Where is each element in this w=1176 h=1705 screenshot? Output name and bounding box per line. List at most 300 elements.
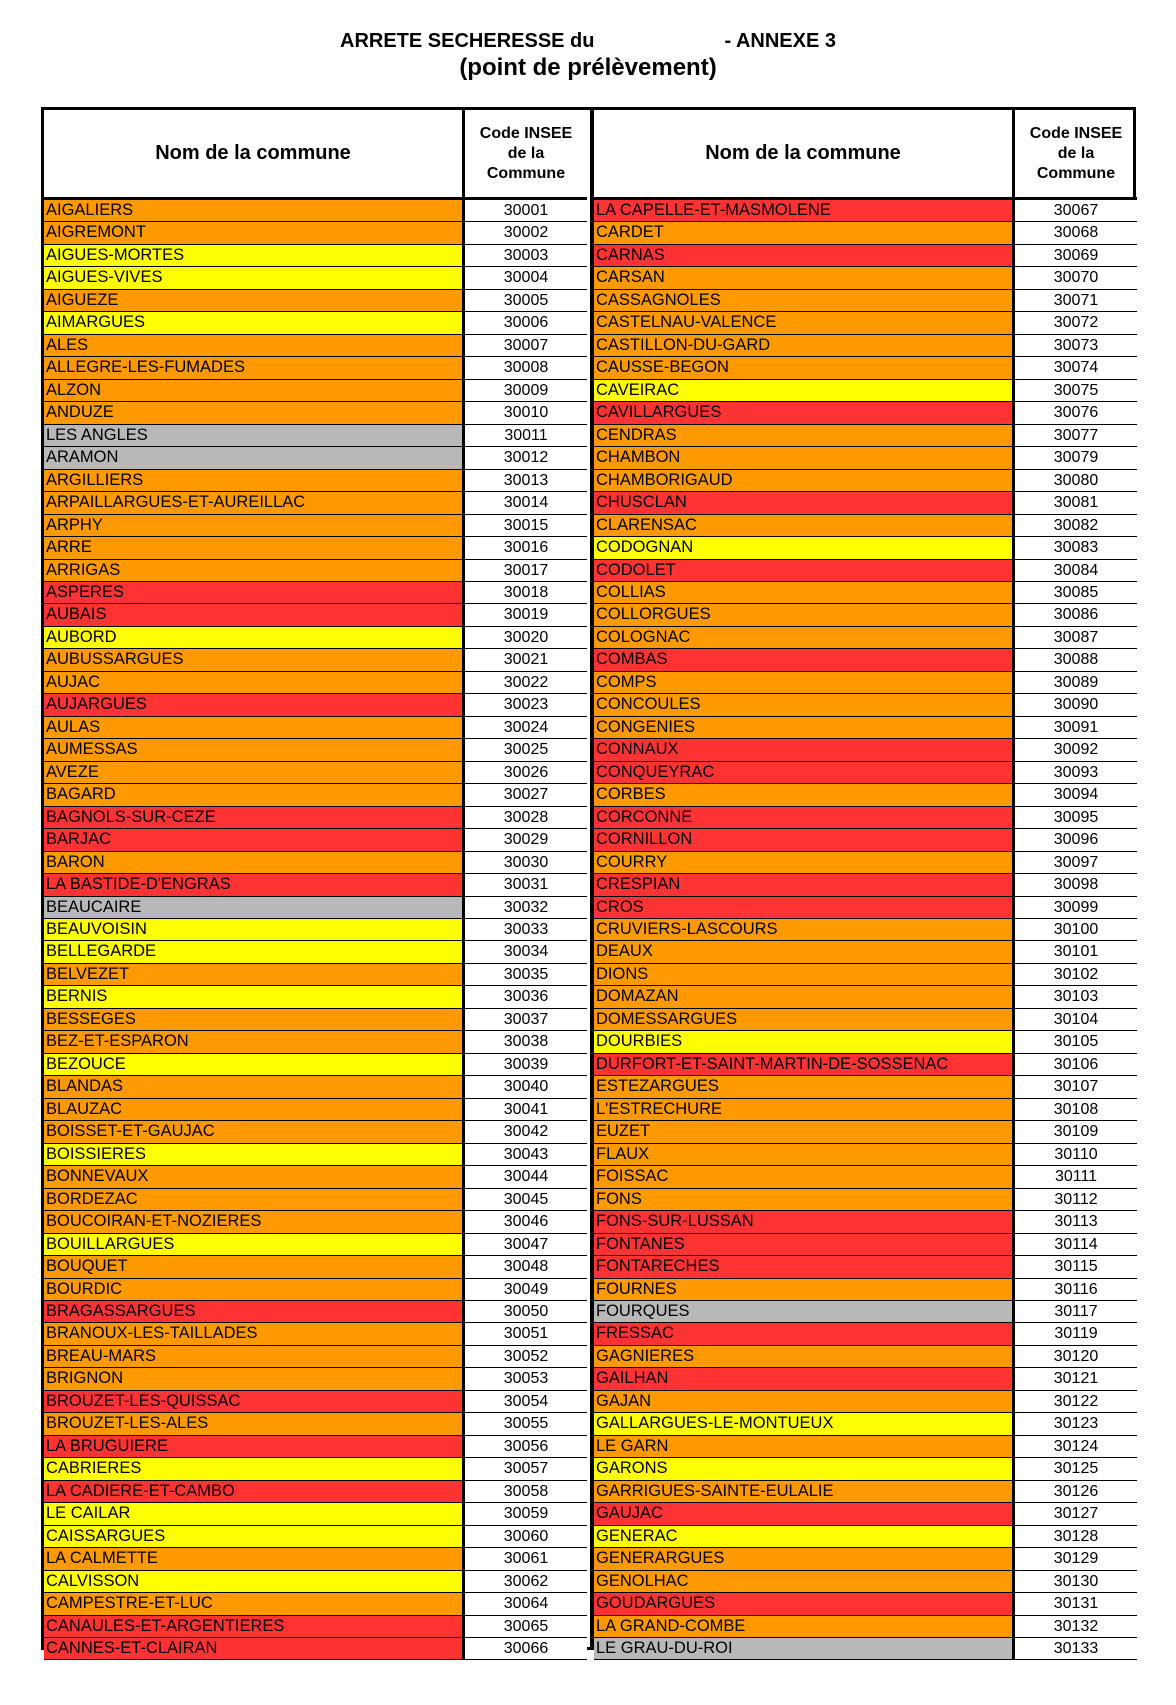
table-row — [594, 1346, 1137, 1368]
commune-name: COMBAS — [594, 649, 1015, 670]
insee-code: 30075 — [1015, 380, 1137, 401]
insee-code: 30004 — [465, 267, 587, 288]
table-row — [594, 1458, 1137, 1480]
table-row — [44, 290, 587, 312]
table-row — [44, 470, 587, 492]
table-row — [594, 582, 1137, 604]
insee-code: 30044 — [465, 1166, 587, 1187]
commune-name: GARONS — [594, 1458, 1015, 1479]
commune-name: AUJARGUES — [44, 694, 465, 715]
table-right-half — [590, 110, 1137, 1657]
commune-name: CAMPESTRE-ET-LUC — [44, 1593, 465, 1614]
insee-code: 30017 — [465, 560, 587, 581]
insee-code: 30127 — [1015, 1503, 1137, 1524]
table-row — [594, 604, 1137, 626]
commune-name: BERNIS — [44, 986, 465, 1007]
insee-code: 30130 — [1015, 1571, 1137, 1592]
insee-code: 30086 — [1015, 604, 1137, 625]
insee-code: 30092 — [1015, 739, 1137, 760]
table-row — [44, 829, 587, 851]
insee-code: 30102 — [1015, 964, 1137, 985]
commune-name: COMPS — [594, 672, 1015, 693]
insee-code: 30011 — [465, 425, 587, 446]
title-part1: ARRETE SECHERESSE du — [340, 30, 595, 52]
insee-code: 30113 — [1015, 1211, 1137, 1232]
table-row — [594, 1548, 1137, 1570]
table-row — [44, 1548, 587, 1570]
table-row — [594, 717, 1137, 739]
table-row — [44, 986, 587, 1008]
insee-code: 30067 — [1015, 200, 1137, 221]
commune-name: LA GRAND-COMBE — [594, 1616, 1015, 1637]
commune-name: CENDRAS — [594, 425, 1015, 446]
commune-name: AUMESSAS — [44, 739, 465, 760]
commune-name: BEZOUCE — [44, 1054, 465, 1075]
table-row — [594, 335, 1137, 357]
insee-code: 30057 — [465, 1458, 587, 1479]
insee-code: 30073 — [1015, 335, 1137, 356]
table-row — [44, 537, 587, 559]
table-row — [594, 492, 1137, 514]
column-header-name: Nom de la commune — [44, 110, 465, 197]
table-row — [44, 560, 587, 582]
insee-code: 30022 — [465, 672, 587, 693]
commune-name: BLANDAS — [44, 1076, 465, 1097]
table-row — [594, 941, 1137, 963]
table-row — [44, 762, 587, 784]
insee-code: 30040 — [465, 1076, 587, 1097]
insee-code: 30105 — [1015, 1031, 1137, 1052]
table-row — [44, 1436, 587, 1458]
insee-code: 30068 — [1015, 222, 1137, 243]
commune-name: ASPERES — [44, 582, 465, 603]
table-row — [44, 335, 587, 357]
commune-name: ARGILLIERS — [44, 470, 465, 491]
commune-name: BESSEGES — [44, 1009, 465, 1030]
column-header-code: Code INSEE de la Commune — [479, 124, 573, 182]
table-row — [594, 672, 1137, 694]
commune-name: ESTEZARGUES — [594, 1076, 1015, 1097]
insee-code: 30056 — [465, 1436, 587, 1457]
commune-name: ANDUZE — [44, 402, 465, 423]
table-row — [44, 694, 587, 716]
table-row — [594, 784, 1137, 806]
table-row — [44, 515, 587, 537]
insee-code: 30005 — [465, 290, 587, 311]
insee-code: 30112 — [1015, 1189, 1137, 1210]
table-row — [594, 1211, 1137, 1233]
commune-name: AUBUSSARGUES — [44, 649, 465, 670]
insee-code: 30106 — [1015, 1054, 1137, 1075]
table-row — [594, 425, 1137, 447]
commune-name: DOMAZAN — [594, 986, 1015, 1007]
commune-name: ARRIGAS — [44, 560, 465, 581]
commune-name: CODOLET — [594, 560, 1015, 581]
table-row — [594, 515, 1137, 537]
table-row — [44, 1211, 587, 1233]
commune-name: LA BRUGUIERE — [44, 1436, 465, 1457]
table-row — [44, 1189, 587, 1211]
insee-code: 30120 — [1015, 1346, 1137, 1367]
table-row — [594, 1616, 1137, 1638]
table-row — [594, 1189, 1137, 1211]
commune-name: COLOGNAC — [594, 627, 1015, 648]
commune-name: GAILHAN — [594, 1368, 1015, 1389]
commune-name: CALVISSON — [44, 1571, 465, 1592]
commune-name: ALES — [44, 335, 465, 356]
commune-name: FONTARECHES — [594, 1256, 1015, 1277]
table-row — [594, 1031, 1137, 1053]
commune-name: BOURDIC — [44, 1279, 465, 1300]
commune-name: FOURQUES — [594, 1301, 1015, 1322]
insee-code: 30023 — [465, 694, 587, 715]
insee-code: 30074 — [1015, 357, 1137, 378]
table-row — [594, 694, 1137, 716]
insee-code: 30114 — [1015, 1234, 1137, 1255]
commune-name: ARPHY — [44, 515, 465, 536]
table-row — [594, 290, 1137, 312]
insee-code: 30065 — [465, 1616, 587, 1637]
commune-name: GAGNIERES — [594, 1346, 1015, 1367]
commune-name: CAUSSE-BEGON — [594, 357, 1015, 378]
commune-name: BEZ-ET-ESPARON — [44, 1031, 465, 1052]
table-row — [44, 672, 587, 694]
commune-name: LA CALMETTE — [44, 1548, 465, 1569]
commune-name: LES ANGLES — [44, 425, 465, 446]
insee-code: 30096 — [1015, 829, 1137, 850]
commune-name: BAGNOLS-SUR-CEZE — [44, 807, 465, 828]
commune-name: COLLIAS — [594, 582, 1015, 603]
table-header-left — [44, 110, 587, 200]
insee-code: 30061 — [465, 1548, 587, 1569]
commune-name: GAUJAC — [594, 1503, 1015, 1524]
commune-name: AIGALIERS — [44, 200, 465, 221]
insee-code: 30018 — [465, 582, 587, 603]
commune-name: CONGENIES — [594, 717, 1015, 738]
table-row — [44, 807, 587, 829]
table-row — [594, 1256, 1137, 1278]
table-row — [594, 964, 1137, 986]
commune-name: BEAUVOISIN — [44, 919, 465, 940]
commune-name: CHAMBORIGAUD — [594, 470, 1015, 491]
commune-name: LA CADIERE-ET-CAMBO — [44, 1481, 465, 1502]
insee-code: 30027 — [465, 784, 587, 805]
table-row — [594, 1009, 1137, 1031]
rows-right — [594, 200, 1137, 1660]
table-row — [44, 874, 587, 896]
insee-code: 30008 — [465, 357, 587, 378]
commune-name: BREAU-MARS — [44, 1346, 465, 1367]
insee-code: 30001 — [465, 200, 587, 221]
insee-code: 30081 — [1015, 492, 1137, 513]
insee-code: 30103 — [1015, 986, 1137, 1007]
table-row — [594, 627, 1137, 649]
insee-code: 30049 — [465, 1279, 587, 1300]
insee-code: 30031 — [465, 874, 587, 895]
commune-name: BLAUZAC — [44, 1099, 465, 1120]
table-row — [594, 1234, 1137, 1256]
insee-code: 30090 — [1015, 694, 1137, 715]
table-row — [44, 649, 587, 671]
table-row — [594, 1481, 1137, 1503]
insee-code: 30101 — [1015, 941, 1137, 962]
commune-name: AIGUES-VIVES — [44, 267, 465, 288]
commune-name: CONQUEYRAC — [594, 762, 1015, 783]
insee-code: 30036 — [465, 986, 587, 1007]
commune-name: CARDET — [594, 222, 1015, 243]
insee-code: 30009 — [465, 380, 587, 401]
document-subtitle: (point de prélèvement) — [459, 54, 717, 81]
table-row — [44, 1121, 587, 1143]
commune-name: ALLEGRE-LES-FUMADES — [44, 357, 465, 378]
commune-name: BONNEVAUX — [44, 1166, 465, 1187]
insee-code: 30085 — [1015, 582, 1137, 603]
insee-code: 30042 — [465, 1121, 587, 1142]
commune-name: CONNAUX — [594, 739, 1015, 760]
commune-name: CONCOULES — [594, 694, 1015, 715]
table-row — [44, 897, 587, 919]
table-row — [44, 964, 587, 986]
commune-name: BRANOUX-LES-TAILLADES — [44, 1323, 465, 1344]
table-row — [44, 1571, 587, 1593]
table-row — [44, 1413, 587, 1435]
table-row — [594, 762, 1137, 784]
table-row — [594, 222, 1137, 244]
insee-code: 30095 — [1015, 807, 1137, 828]
table-row — [594, 1503, 1137, 1525]
commune-name: BEAUCAIRE — [44, 897, 465, 918]
table-row — [44, 1526, 587, 1548]
table-row — [594, 1121, 1137, 1143]
insee-code: 30066 — [465, 1638, 587, 1659]
insee-code: 30080 — [1015, 470, 1137, 491]
table-row — [594, 1076, 1137, 1098]
commune-name: CARSAN — [594, 267, 1015, 288]
insee-code: 30024 — [465, 717, 587, 738]
insee-code: 30034 — [465, 941, 587, 962]
commune-name: BOISSIERES — [44, 1144, 465, 1165]
insee-code: 30054 — [465, 1391, 587, 1412]
commune-name: CASTILLON-DU-GARD — [594, 335, 1015, 356]
commune-name: CLARENSAC — [594, 515, 1015, 536]
rows-left — [44, 200, 587, 1660]
commune-name: CRESPIAN — [594, 874, 1015, 895]
table-row — [44, 245, 587, 267]
commune-name: ARRE — [44, 537, 465, 558]
table-row — [594, 852, 1137, 874]
table-row — [594, 897, 1137, 919]
insee-code: 30051 — [465, 1323, 587, 1344]
commune-name: BROUZET-LES-QUISSAC — [44, 1391, 465, 1412]
table-row — [594, 919, 1137, 941]
insee-code: 30026 — [465, 762, 587, 783]
insee-code: 30104 — [1015, 1009, 1137, 1030]
table-row — [44, 1346, 587, 1368]
commune-name: GENOLHAC — [594, 1571, 1015, 1592]
insee-code: 30060 — [465, 1526, 587, 1547]
table-row — [44, 1481, 587, 1503]
table-row — [594, 560, 1137, 582]
commune-name: BARON — [44, 852, 465, 873]
table-row — [594, 200, 1137, 222]
table-row — [44, 402, 587, 424]
insee-code: 30015 — [465, 515, 587, 536]
commune-name: FONS-SUR-LUSSAN — [594, 1211, 1015, 1232]
commune-name: CASSAGNOLES — [594, 290, 1015, 311]
column-header-name: Nom de la commune — [594, 110, 1015, 197]
commune-name: CORCONNE — [594, 807, 1015, 828]
commune-name: BORDEZAC — [44, 1189, 465, 1210]
table-row — [44, 1099, 587, 1121]
table-row — [594, 1144, 1137, 1166]
insee-code: 30088 — [1015, 649, 1137, 670]
insee-code: 30124 — [1015, 1436, 1137, 1457]
commune-name: CODOGNAN — [594, 537, 1015, 558]
commune-name: GOUDARGUES — [594, 1593, 1015, 1614]
commune-name: CRUVIERS-LASCOURS — [594, 919, 1015, 940]
table-row — [594, 1099, 1137, 1121]
insee-code: 30069 — [1015, 245, 1137, 266]
commune-name: ARAMON — [44, 447, 465, 468]
commune-name: BOUILLARGUES — [44, 1234, 465, 1255]
table-row — [44, 1076, 587, 1098]
insee-code: 30002 — [465, 222, 587, 243]
insee-code: 30035 — [465, 964, 587, 985]
table-row — [44, 919, 587, 941]
commune-name: LE GARN — [594, 1436, 1015, 1457]
commune-name: COLLORGUES — [594, 604, 1015, 625]
table-row — [44, 380, 587, 402]
insee-code: 30041 — [465, 1099, 587, 1120]
commune-name: LA CAPELLE-ET-MASMOLENE — [594, 200, 1015, 221]
insee-code: 30048 — [465, 1256, 587, 1277]
commune-name: BELLEGARDE — [44, 941, 465, 962]
table-row — [44, 357, 587, 379]
commune-name: FLAUX — [594, 1144, 1015, 1165]
table-row — [44, 739, 587, 761]
table-row — [594, 649, 1137, 671]
commune-name: DIONS — [594, 964, 1015, 985]
insee-code: 30050 — [465, 1301, 587, 1322]
insee-code: 30126 — [1015, 1481, 1137, 1502]
commune-name: BARJAC — [44, 829, 465, 850]
table-row — [44, 222, 587, 244]
table-row — [44, 1301, 587, 1323]
insee-code: 30097 — [1015, 852, 1137, 873]
insee-code: 30111 — [1015, 1166, 1137, 1187]
commune-name: BRAGASSARGUES — [44, 1301, 465, 1322]
insee-code: 30062 — [465, 1571, 587, 1592]
table-row — [44, 1458, 587, 1480]
commune-name: AIGUES-MORTES — [44, 245, 465, 266]
commune-name: DOMESSARGUES — [594, 1009, 1015, 1030]
table-row — [594, 1279, 1137, 1301]
table-row — [594, 739, 1137, 761]
insee-code: 30006 — [465, 312, 587, 333]
insee-code: 30033 — [465, 919, 587, 940]
commune-name: AUBAIS — [44, 604, 465, 625]
insee-code: 30107 — [1015, 1076, 1137, 1097]
communes-table — [41, 107, 1136, 1657]
insee-code: 30087 — [1015, 627, 1137, 648]
commune-name: BOUCOIRAN-ET-NOZIERES — [44, 1211, 465, 1232]
table-header-right — [594, 110, 1137, 200]
insee-code: 30117 — [1015, 1301, 1137, 1322]
commune-name: FONS — [594, 1189, 1015, 1210]
table-row — [44, 1368, 587, 1390]
insee-code: 30108 — [1015, 1099, 1137, 1120]
insee-code: 30119 — [1015, 1323, 1137, 1344]
insee-code: 30100 — [1015, 919, 1137, 940]
commune-name: CORBES — [594, 784, 1015, 805]
commune-name: BAGARD — [44, 784, 465, 805]
table-row — [594, 357, 1137, 379]
insee-code: 30013 — [465, 470, 587, 491]
insee-code: 30052 — [465, 1346, 587, 1367]
commune-name: GARRIGUES-SAINTE-EULALIE — [594, 1481, 1015, 1502]
insee-code: 30110 — [1015, 1144, 1137, 1165]
table-row — [44, 267, 587, 289]
insee-code: 30083 — [1015, 537, 1137, 558]
table-row — [594, 829, 1137, 851]
table-row — [44, 1166, 587, 1188]
insee-code: 30099 — [1015, 897, 1137, 918]
table-row — [594, 1054, 1137, 1076]
insee-code: 30125 — [1015, 1458, 1137, 1479]
commune-name: CASTELNAU-VALENCE — [594, 312, 1015, 333]
insee-code: 30094 — [1015, 784, 1137, 805]
commune-name: LA BASTIDE-D'ENGRAS — [44, 874, 465, 895]
commune-name: CAVEIRAC — [594, 380, 1015, 401]
commune-name: CANAULES-ET-ARGENTIERES — [44, 1616, 465, 1637]
insee-code: 30058 — [465, 1481, 587, 1502]
commune-name: GENERAC — [594, 1526, 1015, 1547]
insee-code: 30047 — [465, 1234, 587, 1255]
commune-name: CAVILLARGUES — [594, 402, 1015, 423]
insee-code: 30072 — [1015, 312, 1137, 333]
insee-code: 30045 — [465, 1189, 587, 1210]
commune-name: AULAS — [44, 717, 465, 738]
commune-name: BELVEZET — [44, 964, 465, 985]
commune-name: CROS — [594, 897, 1015, 918]
insee-code: 30084 — [1015, 560, 1137, 581]
commune-name: BROUZET-LES-ALES — [44, 1413, 465, 1434]
insee-code: 30043 — [465, 1144, 587, 1165]
commune-name: AIGUEZE — [44, 290, 465, 311]
table-row — [44, 1323, 587, 1345]
table-row — [44, 1054, 587, 1076]
insee-code: 30016 — [465, 537, 587, 558]
commune-name: COURRY — [594, 852, 1015, 873]
insee-code: 30076 — [1015, 402, 1137, 423]
table-row — [594, 267, 1137, 289]
commune-name: LE GRAU-DU-ROI — [594, 1638, 1015, 1659]
table-row — [44, 784, 587, 806]
table-row — [44, 1638, 587, 1660]
insee-code: 30093 — [1015, 762, 1137, 783]
table-row — [44, 1256, 587, 1278]
commune-name: GENERARGUES — [594, 1548, 1015, 1569]
commune-name: CABRIERES — [44, 1458, 465, 1479]
table-row — [44, 200, 587, 222]
insee-code: 30046 — [465, 1211, 587, 1232]
insee-code: 30037 — [465, 1009, 587, 1030]
insee-code: 30010 — [465, 402, 587, 423]
table-row — [44, 1009, 587, 1031]
insee-code: 30003 — [465, 245, 587, 266]
table-left-half — [44, 110, 587, 1657]
insee-code: 30091 — [1015, 717, 1137, 738]
